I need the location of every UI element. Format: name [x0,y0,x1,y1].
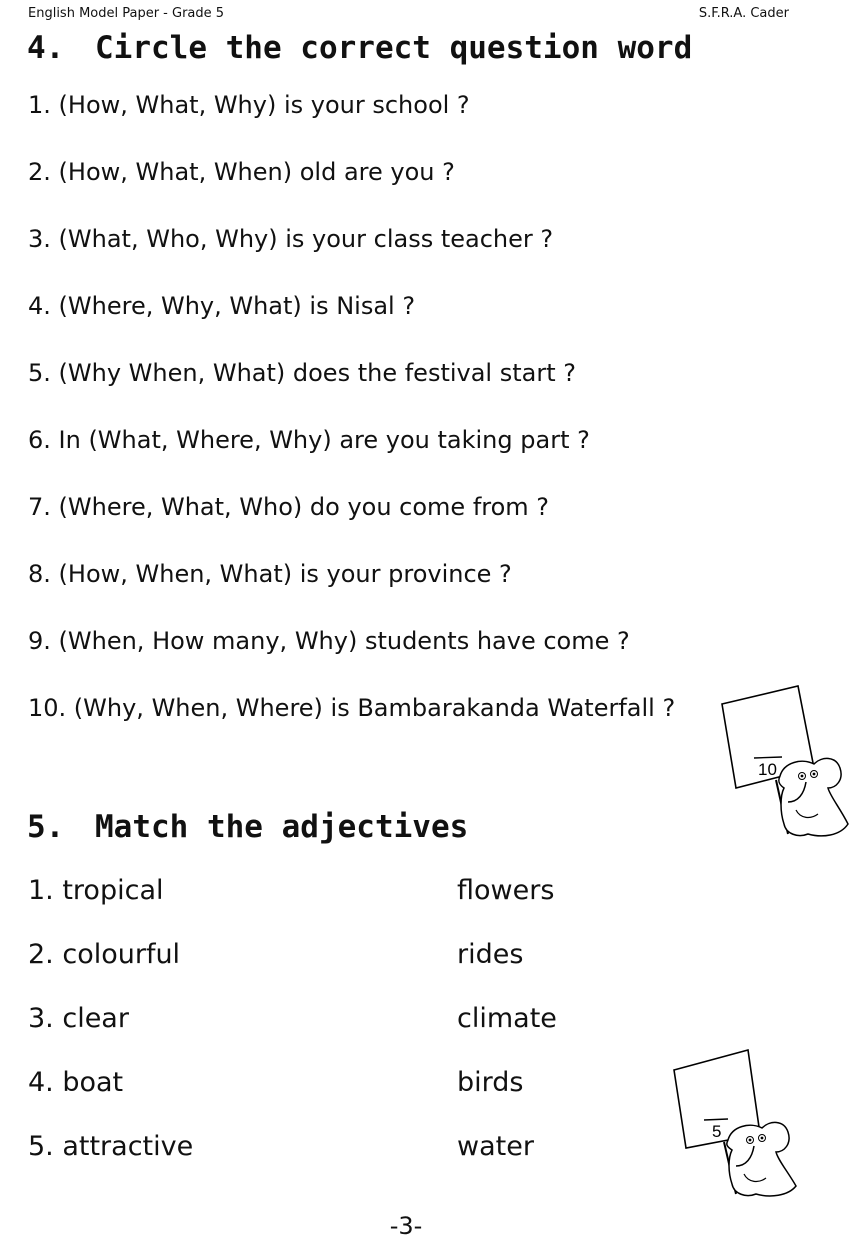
elephant-score-sign-icon [670,1048,802,1200]
adjective-item-5: 5. attractive [28,1131,194,1162]
adjective-item-1: 1. tropical [28,875,164,906]
page-number: -3- [389,1212,423,1240]
section-4-number: 4. [27,30,65,66]
question-10: 10. (Why, When, Where) is Bambarakanda Waterfall ? [28,694,676,722]
section-5-number: 5. [27,809,65,845]
noun-item-5: water [457,1131,534,1162]
section-4-heading [27,30,692,66]
question-4: 4. (Where, Why, What) is Nisal ? [28,292,416,320]
noun-item-2: rides [457,939,524,970]
section-5-title: Match the adjectives [95,809,469,845]
section-4-title: Circle the correct question word [95,30,693,66]
question-8: 8. (How, When, What) is your province ? [28,560,512,588]
question-6: 6. In (What, Where, Why) are you taking part ? [28,426,590,454]
noun-item-1: flowers [457,875,555,906]
question-9: 9. (When, How many, Why) students have come ? [28,627,630,655]
adjective-item-2: 2. colourful [28,939,181,970]
section-5-heading [27,809,468,845]
section-4-score: 10 [758,760,777,779]
noun-item-4: birds [457,1067,524,1098]
section-5-score: 5 [712,1122,722,1141]
question-5: 5. (Why When, What) does the festival start ? [28,359,576,387]
adjective-item-3: 3. clear [28,1003,129,1034]
elephant-score-sign-icon [718,684,850,842]
header-paper-title: English Model Paper - Grade 5 [28,6,225,21]
header-author: S.F.R.A. Cader [698,6,789,21]
question-7: 7. (Where, What, Who) do you come from ? [28,493,550,521]
question-2: 2. (How, What, When) old are you ? [28,158,455,186]
noun-item-3: climate [457,1003,557,1034]
adjective-item-4: 4. boat [28,1067,124,1098]
question-1: 1. (How, What, Why) is your school ? [28,91,470,119]
question-3: 3. (What, Who, Why) is your class teacher ? [28,225,554,253]
